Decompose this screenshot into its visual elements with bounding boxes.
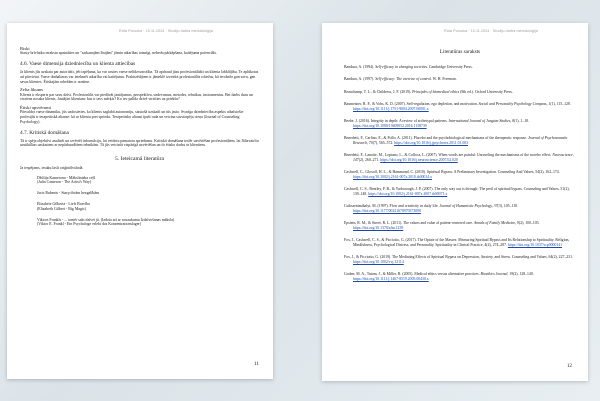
reference-doi-link[interactable]: https://doi.org/10.1177/00221678970373008 (353, 208, 421, 213)
reference-doi-link[interactable]: https://doi.org/10.1111/j.1751-9004.2007.00001.x (353, 106, 429, 111)
reference-entry (344, 221, 576, 230)
page-number: 11 (254, 361, 259, 367)
reference-source-italic: Annals of Family Medicine, 9 (473, 220, 519, 225)
reference-entry (344, 170, 576, 179)
paragraph-label: Riski (20, 46, 30, 51)
reference-doi-link[interactable]: https://doi.org/10.1111/j.1467-8519.2005.00430.x (353, 276, 429, 281)
reference-text: Bandura, A. (1994). (344, 65, 376, 69)
reference-entry (344, 90, 576, 95)
reference-text: Cashwell, C. S., Bentley, P. B., & Yarborough, J. P. (2007). The only way out is through: The peril of spiritual bypass. Counseling and Values, 51(2), 139–148. (344, 186, 570, 196)
paragraph-text: Ja klients jūs uzskata par autoritāti, jeb izpēļama, ka var rasties vaese nelīdzsvarotība. Tā apdraud jūsu profesionālitāti un klienta labklājību. Te aplūkotas arī pārvietai. Vaese dinhaliaras var ietekmēt atkarību vai kaitējumu. Praktizētājiem ir jāmeklē izveidot profesionālās robežas, kā ierobežo gan savu, gan savas klientes. Ētiskajām robežām ir nozīme. (20, 70, 259, 84)
reference-text: Beauchamp, T. L., & Childress, J. F. (2019). (344, 89, 413, 94)
reference-entry (344, 136, 576, 145)
intro-text: Ja iespējams, iesaku lasīt oriģinālvalodā. (20, 165, 84, 170)
reference-entry (344, 238, 576, 247)
paragraph-label: Zelta likums (20, 87, 44, 93)
reference-text: Fox, J., Cashwell, C. S., & Picciotto, G. (2017). The Opiate of the Masses: Measuring Spiritual Bypass and Its Relationship to Spirituality, Religion, Mindfulness, Psychological Distress, and Personality. Spirituality in Clinical Practice, 4(4), 274–287. (344, 237, 570, 247)
references-title: Literatūras saraksts (439, 49, 481, 55)
literature-entry-line: Elizabete Gilberta - Liels Burvība (37, 202, 90, 207)
reference-entry (344, 255, 576, 264)
paragraph-text: Stasty brīvlaiku ierakstu apzināties un "sarkanajām līnijām" jāmin atkarības taisnīgi, nebedu pārkāpšana, kaitējuma potenciāls. (20, 51, 218, 56)
reference-text: Csikszentmihalyi, M. (1997). Flow and creativity in daily life. (344, 203, 440, 208)
reference-entry (344, 204, 576, 213)
reference-doi-link[interactable]: https://doi.org/10.1037/scp0000141 (507, 242, 563, 247)
reference-source-italic: Bioethics Journal, 19 (480, 271, 514, 276)
reference-source-italic: Self-efficacy: The exercise of control. (375, 77, 432, 82)
literature-entry (37, 218, 259, 228)
section-title: 5. Ieteicamā literatūra (115, 155, 164, 162)
section-heading: 4.7. Kritiskā domāšana (20, 129, 69, 136)
reference-text: Benedetti, F., Lanotte, M., Lopiano, L., & Colloca, L. (2007). When words are painful: Unraveling the mechanisms of the nocebo effect. (344, 152, 553, 157)
reference-text-tail: (1), 1–18. (514, 118, 529, 123)
reference-text-tail: (3), 105–118. (497, 203, 518, 208)
page-header: Rūta Poruoka · 15.11.2024 · Studiju darba metodoloģija (119, 29, 214, 33)
reference-doi-link[interactable]: https://doi.org/10.1016/j.jpsychores.2011.01.003 (394, 140, 469, 145)
paragraph-label: Ētiski apsvērumi (20, 105, 52, 111)
page-header: Rūta Poruoka · 15.11.2024 · Studiju darba metodoloģija (444, 29, 539, 33)
reference-text-tail: (2), 260–271. (358, 157, 381, 162)
paragraph-text: Pārvaldot vaese dinamiku, jūs uzdosieties, ka klients saglabā autonomiju, saistošā uzskatīt un tūs jasto. Svarīga dziedniecība aspekts atbalstošie profesijās ir terapeitiskā alianse: kā ar klientu pret spriedu. Terapeitisko aliansi īpaši rada un veicina savstarpēja cieņa (Journal of Counseling Psychology). (20, 110, 244, 124)
reference-source-italic: Journal of Psychosomatic Research, 70 (353, 135, 568, 145)
paragraph-text: Klients ir eksperts par savu dzīvi. Profesionālis var piedāvāt jautājumus, perspektīvu, uzdevumus, metodes, tehnikas, instrumentus. Bet darbs duru un virziens nosaka klients. Jautājiet klientam: kas ir tavs mērķis? Ko tev palīdz dzīvē virzīties uz priekšu? (20, 92, 253, 102)
reference-entry (344, 102, 576, 111)
literature-entry (37, 191, 259, 196)
reference-text: Benedetti, F., Carlino, E., & Pollo, A. (2011). Placebo and the psychobiological mechanisms of the therapeutic response. (344, 135, 528, 140)
reference-text: Cashwell, C., Glosoff, H. L., & Hammond, C. (2010). Spiritual Bypass: A Preliminary Investigation. Counseling And Values, 54(2), 162–174. (344, 169, 560, 174)
reference-source-italic: Social and Personality Psychology Compass, 1 (478, 101, 551, 106)
reference-doi-link[interactable]: https://doi.org/10.1016/j.neuroscience.2007.02.020 (380, 157, 458, 162)
literature-entry (37, 202, 259, 212)
reference-doi-link[interactable]: https://doi.org/10.1080/19409052.2016.1138739 (353, 123, 427, 128)
literature-entry (37, 176, 259, 186)
reference-entry (344, 153, 576, 162)
reference-text-tail: Cambridge University Press. (427, 65, 473, 69)
document-page-right (322, 23, 588, 381)
reference-entry (344, 119, 576, 128)
reference-source-italic: Neuroscience, 147 (353, 152, 574, 162)
reference-doi-link[interactable]: https://doi.org/10.1002/j.2161-007x.2007.tb00071.x (368, 191, 448, 196)
reference-text-tail: (7), 565–572. (372, 140, 395, 145)
reference-source-italic: Self-efficacy in changing societies. (375, 65, 428, 69)
reference-text: Baumeister, R. F., & Vohs, K. D. (2007). Self-regulation, ego depletion, and motivation. (344, 101, 479, 106)
literature-entry-line: Džūlija Kamerona - Mākslinieka ceļš (37, 175, 96, 180)
page-body (20, 46, 259, 227)
literature-entry-line: (Viktor E. Frankl - Ein Psychologe erlebt das Konzentrationslager) (37, 222, 142, 227)
reference-doi-link[interactable]: https://doi.org/10.1370/afm.1239 (353, 225, 404, 230)
references-list (344, 65, 576, 281)
section-heading: 4.6. Vaese dimensija dziedniecība un klienta attiecības (20, 61, 136, 68)
reference-text-tail: (2), 128–140. (513, 271, 534, 276)
reference-text-tail: (1), 115–128. (550, 101, 571, 106)
reference-entry (344, 187, 576, 196)
reference-text-tail: (8th ed.). Oxford University Press. (459, 89, 513, 94)
reference-text: Bandura, A. (1997). (344, 77, 376, 82)
reference-text: Fox, J., & Picciotto, G. (2019). The Mediating Effects of Spiritual Bypass on Depression, Anxiety, and Stress. Counseling and Values, 64(2), 227–231. (344, 254, 573, 259)
reference-source-italic: Journal of Humanistic Psychology, 37 (439, 203, 498, 208)
reference-entry (344, 65, 576, 70)
reference-entry (344, 272, 576, 281)
reference-text-tail: (2), 100–103. (518, 220, 540, 225)
literature-entry-line: (Julia Cameron - The Artist's Way) (37, 180, 92, 185)
reference-text: Graber, M. A., Tatum, J., & Miller, R. (2005). Medical ethics versus alternative practices. (344, 271, 481, 276)
reference-text-tail: W. H. Freeman. (431, 77, 457, 82)
reference-text: Beebe, J. (2016). Integrity in depth: A review of archetypal patterns. (344, 118, 449, 123)
reference-source-italic: International Journal of Jungian Studies, 8 (448, 118, 515, 123)
literature-entry-line: (Elizabeth Gilbert - Big Magic) (37, 206, 87, 211)
literature-entry-line: Juris Rubenis - Starp divām bezgalībām (37, 191, 100, 196)
reference-doi-link[interactable]: https://doi.org/10.1002/cvj.12114 (353, 259, 404, 264)
reference-entry (344, 77, 576, 82)
page-number: 12 (566, 363, 572, 369)
reference-text: Epstein, R. M., & Street, R. L. (2011). The values and value of patient-centered care. (344, 220, 474, 225)
paragraph-text: Tā ir spēja objektīvi analizēt un izvērtēt informāciju, lai veidotu pamatotu spriedumu. Kritiskā domāšana ieslēr uzvērtēšan profesionāļiem, lai Jālizvairītu uzstiktības uzskatiem ar nepārbaudītiem tehnikām. Tā jūs veicināt vispārīgā uzvērtēšan un tīr ētisko darbu ar klientiem. (20, 138, 259, 148)
reference-source-italic: Principles of biomedical ethics (412, 89, 460, 94)
reference-doi-link[interactable]: https://doi.org/10.1002/j.2161-007x.2010.tb00014.x (353, 174, 433, 179)
document-page-left (7, 23, 273, 379)
literature-entry-line: Viktors Frankls - ... tomēr sakt dzīvei jā. (Izdota arī ar nosaukumu Izdzīvošanas māksla) (37, 217, 175, 222)
